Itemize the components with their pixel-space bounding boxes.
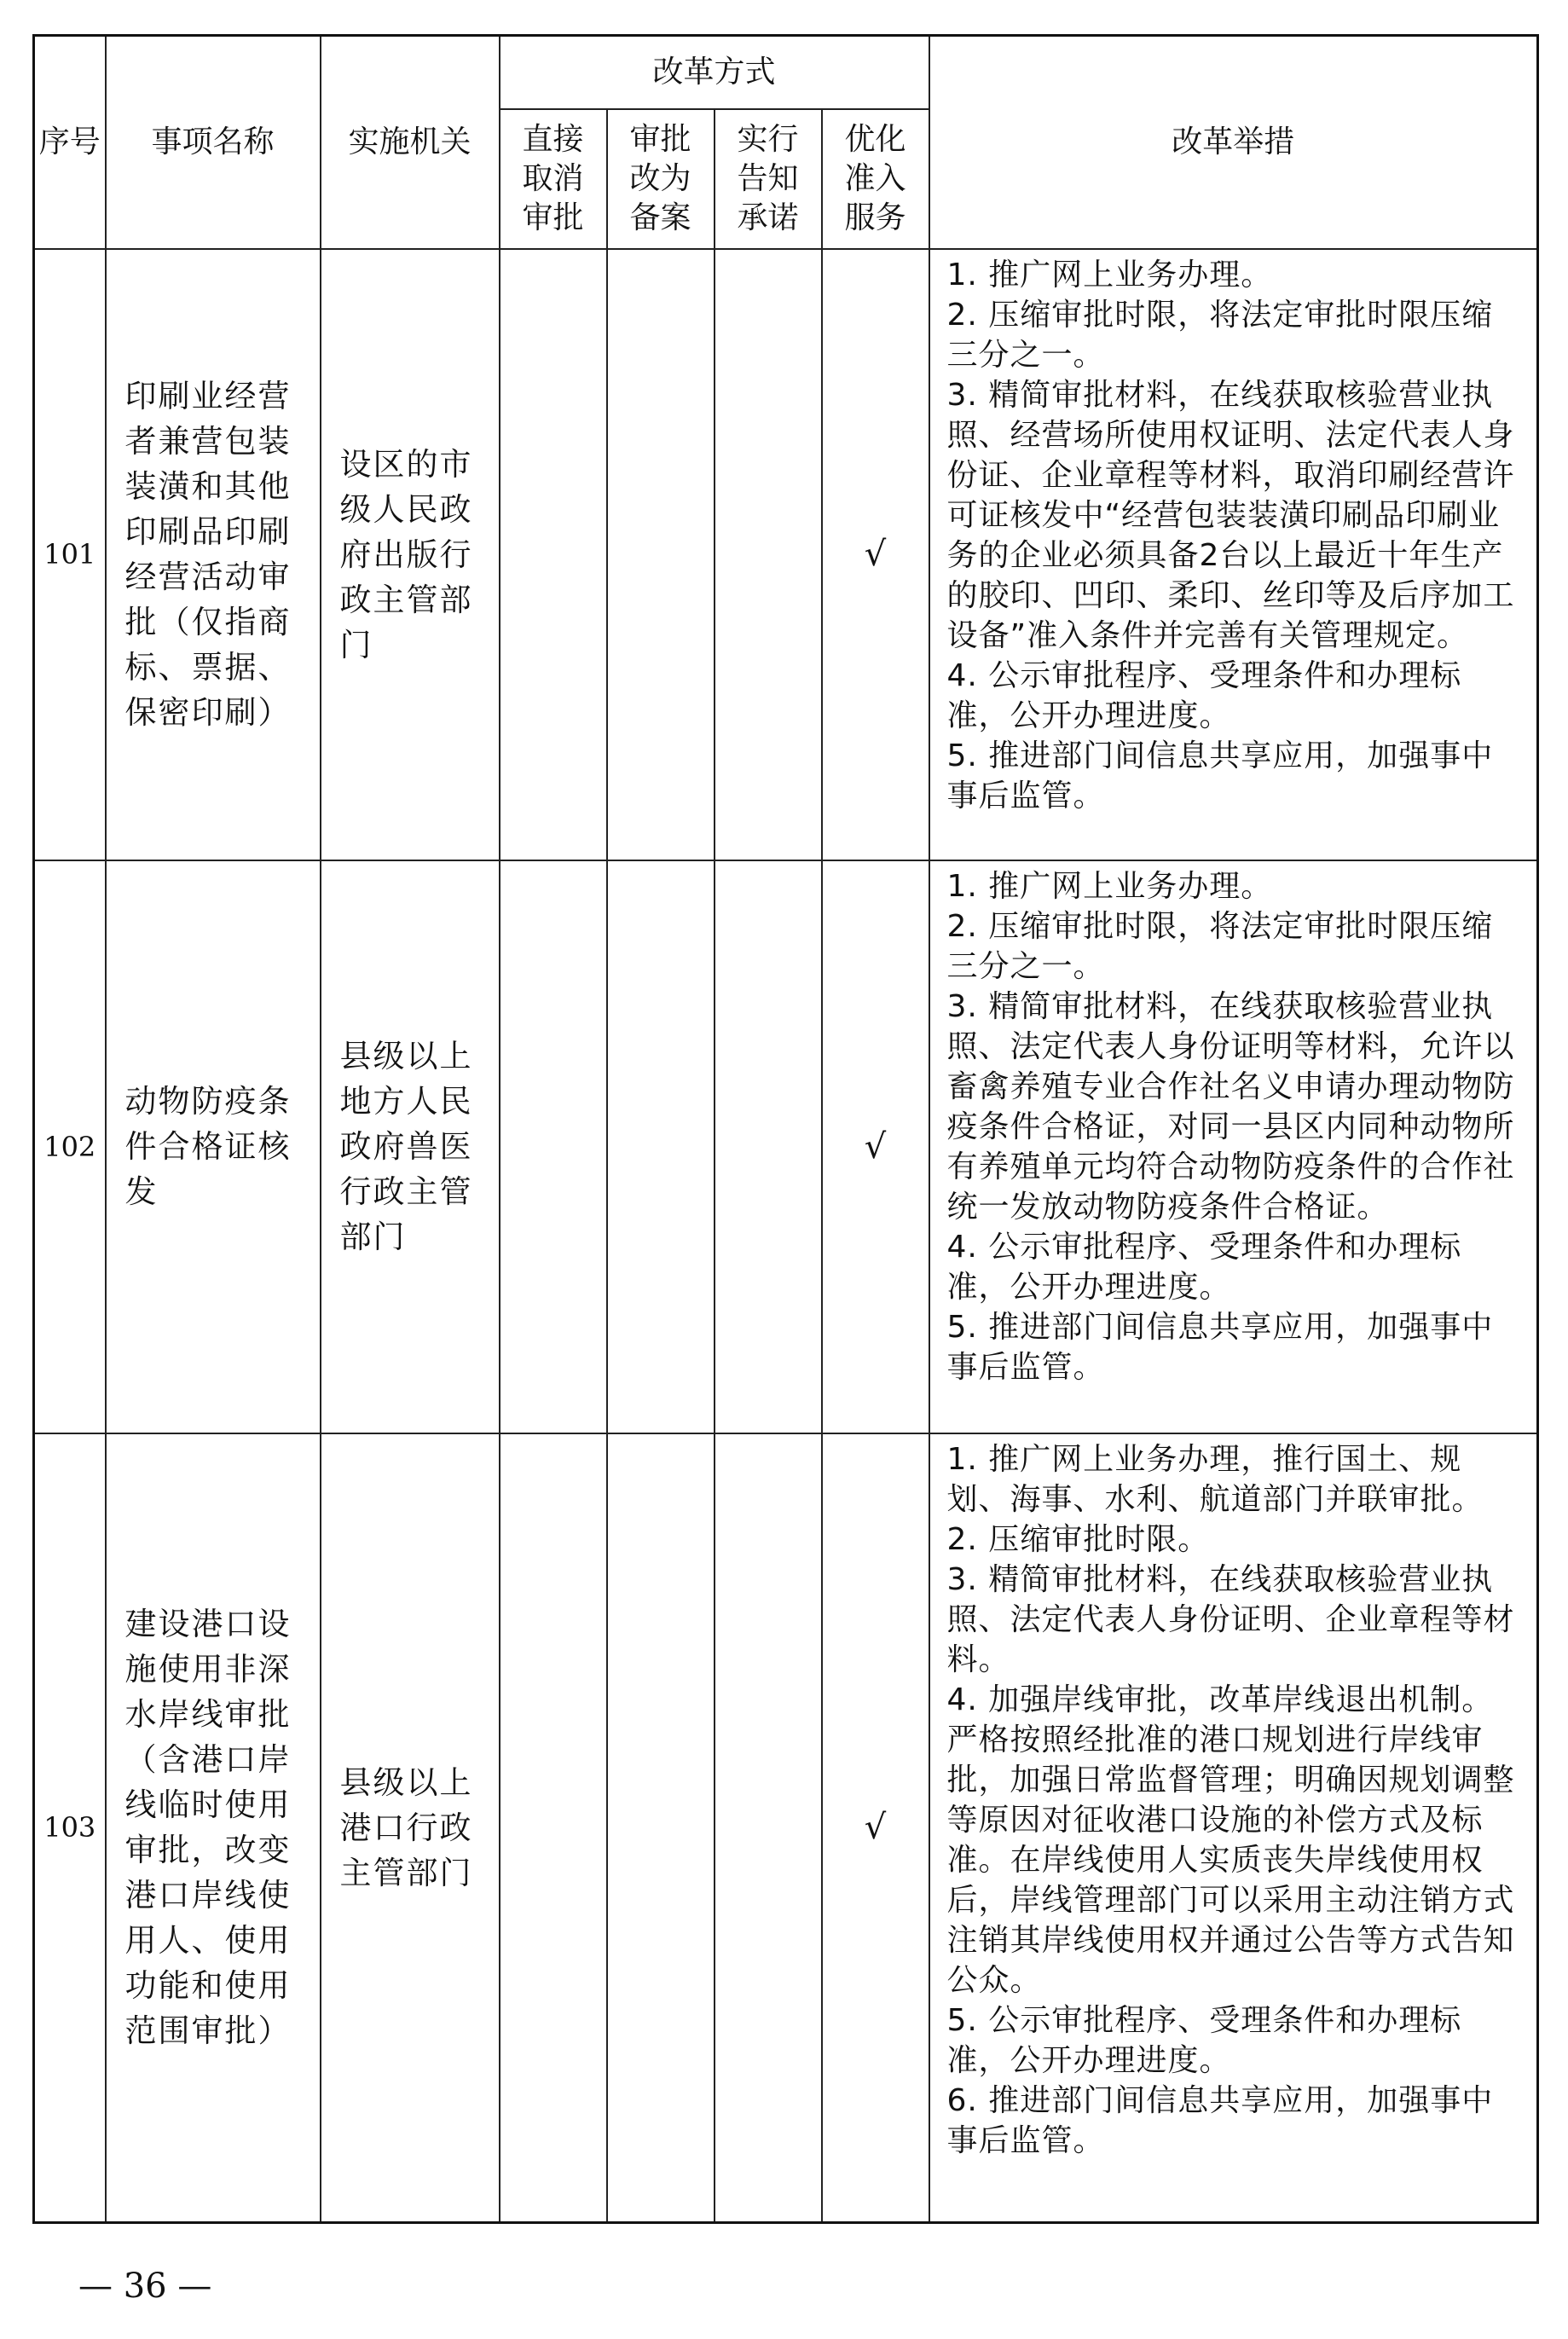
header-item-name: 事项名称 [106, 36, 321, 249]
header-measures: 改革举措 [929, 36, 1538, 249]
measure-item: 2. 压缩审批时限，将法定审批时限压缩三分之一。 [946, 297, 1494, 373]
measure-item: 6. 推进部门间信息共享应用，加强事中事后监管。 [946, 2082, 1494, 2158]
measure-item: 3. 精简审批材料，在线获取核验营业执照、法定代表人身份证明、企业章程等材料。 [946, 1561, 1515, 1677]
row-method-optimize: √ [822, 1433, 929, 2223]
row-method-optimize: √ [822, 860, 929, 1433]
row-authority: 设区的市级人民政府出版行政主管部门 [321, 249, 500, 860]
row-index: 102 [34, 860, 106, 1433]
header-authority: 实施机关 [321, 36, 500, 249]
page-number: — 36 — [78, 2267, 212, 2306]
measure-item: 5. 推进部门间信息共享应用，加强事中事后监管。 [946, 1309, 1494, 1385]
row-method-filing [607, 249, 715, 860]
row-measures [929, 860, 1538, 1433]
header-index: 序号 [34, 36, 106, 249]
row-method-cancel [500, 1433, 607, 2223]
row-method-cancel [500, 249, 607, 860]
measure-item: 4. 公示审批程序、受理条件和办理标准，公开办理进度。 [946, 657, 1462, 733]
measure-item: 3. 精简审批材料，在线获取核验营业执照、经营场所使用权证明、法定代表人身份证、企业章程等材料，取消印刷经营许可证核发中“经营包装装潢印刷品印刷业务的企业必须具备2台以上最近十年生产的胶印、凹印、柔印、丝印等及后序加工设备”准入条件并完善有关管理规定。 [946, 377, 1515, 653]
reform-table [32, 34, 1539, 2224]
row-method-filing [607, 860, 715, 1433]
row-method-commitment [715, 249, 822, 860]
row-measures [929, 249, 1538, 860]
measure-item: 2. 压缩审批时限，将法定审批时限压缩三分之一。 [946, 908, 1494, 984]
row-authority: 县级以上港口行政主管部门 [321, 1433, 500, 2223]
row-index: 101 [34, 249, 106, 860]
row-method-filing [607, 1433, 715, 2223]
row-authority: 县级以上地方人民政府兽医行政主管部门 [321, 860, 500, 1433]
row-item-name: 动物防疫条件合格证核发 [106, 860, 321, 1433]
row-method-commitment [715, 1433, 822, 2223]
row-measures [929, 1433, 1538, 2223]
header-reform-method: 改革方式 [500, 36, 929, 109]
measure-item: 1. 推广网上业务办理。 [946, 868, 1273, 904]
table-row [34, 860, 1538, 1433]
measure-item: 5. 公示审批程序、受理条件和办理标准，公开办理进度。 [946, 2002, 1462, 2078]
row-method-cancel [500, 860, 607, 1433]
measure-item: 3. 精简审批材料，在线获取核验营业执照、法定代表人身份证明等材料，允许以畜禽养殖专业合作社名义申请办理动物防疫条件合格证，对同一县区内同种动物所有养殖单元均符合动物防疫条件的合作社统一发放动物防疫条件合格证。 [946, 988, 1515, 1225]
row-index: 103 [34, 1433, 106, 2223]
measure-item: 1. 推广网上业务办理，推行国土、规划、海事、水利、航道部门并联审批。 [946, 1441, 1484, 1517]
header-method-cancel: 直接取消审批 [500, 109, 607, 249]
header-method-commitment: 实行告知承诺 [715, 109, 822, 249]
row-item-name: 印刷业经营者兼营包装装潢和其他印刷品印刷经营活动审批（仅指商标、票据、保密印刷） [106, 249, 321, 860]
measure-item: 4. 公示审批程序、受理条件和办理标准，公开办理进度。 [946, 1229, 1462, 1305]
table-row [34, 1433, 1538, 2223]
header-method-optimize: 优化准入服务 [822, 109, 929, 249]
table-row [34, 249, 1538, 860]
row-item-name: 建设港口设施使用非深水岸线审批（含港口岸线临时使用审批，改变港口岸线使用人、使用功能和使用范围审批） [106, 1433, 321, 2223]
measure-item: 2. 压缩审批时限。 [946, 1521, 1210, 1557]
measure-item: 5. 推进部门间信息共享应用，加强事中事后监管。 [946, 738, 1494, 813]
measure-item: 4. 加强岸线审批，改革岸线退出机制。严格按照经批准的港口规划进行岸线审批，加强日常监督管理；明确因规划调整等原因对征收港口设施的补偿方式及标准。在岸线使用人实质丧失岸线使用权后，岸线管理部门可以采用主动注销方式注销其岸线使用权并通过公告等方式告知公众。 [946, 1682, 1515, 1998]
header-method-filing: 审批改为备案 [607, 109, 715, 249]
measure-item: 1. 推广网上业务办理。 [946, 257, 1273, 292]
row-method-commitment [715, 860, 822, 1433]
row-method-optimize: √ [822, 249, 929, 860]
